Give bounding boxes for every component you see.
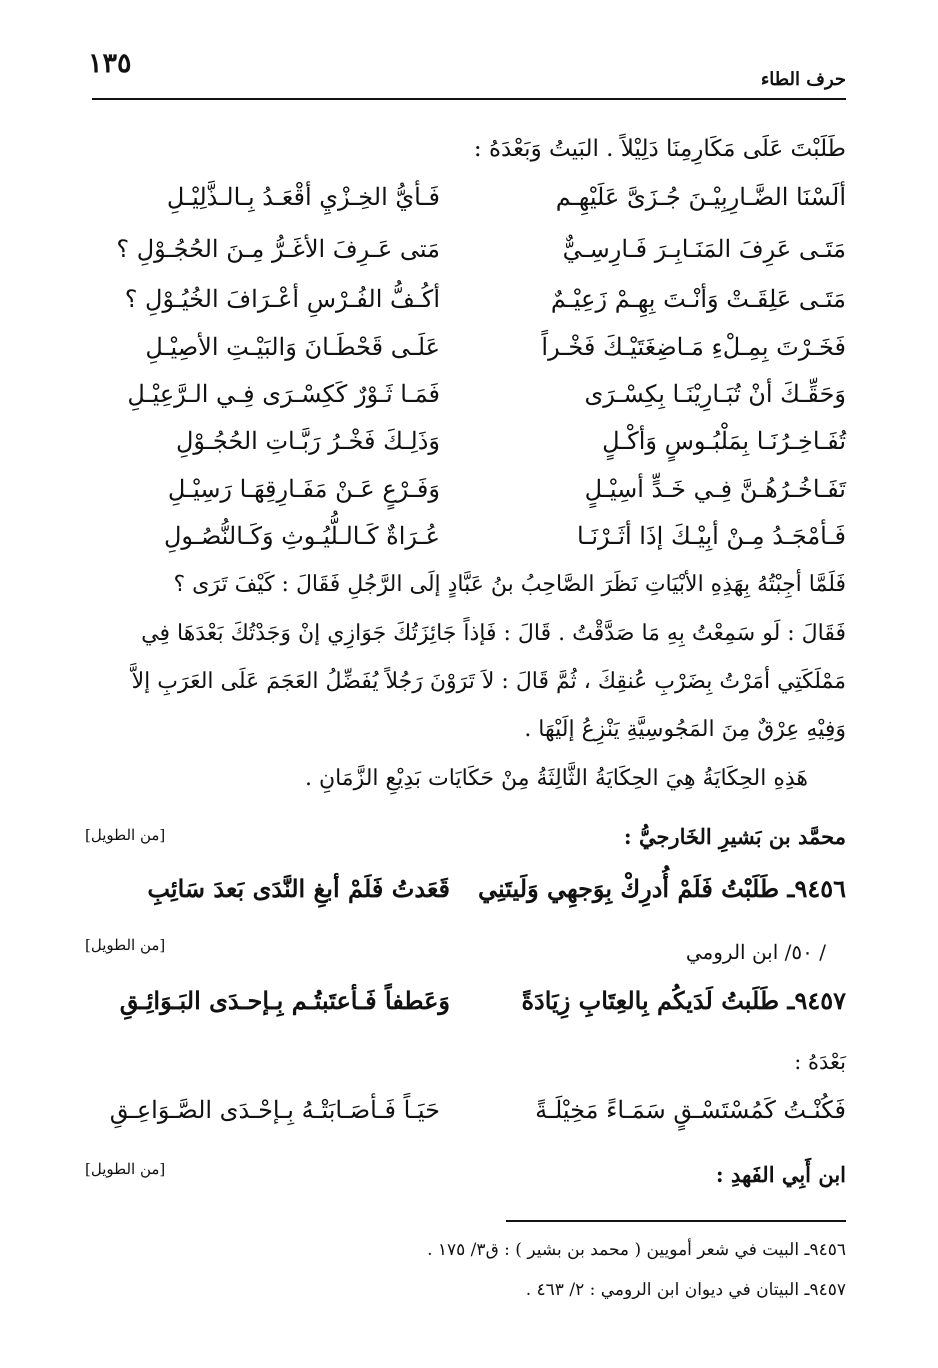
- poet-name: محمَّد بن بَشيرِ الخَارجيُّ :: [623, 824, 846, 849]
- verse-second-hemistich: مَتى عَـرِفَ الأغَـرُّ مِـنَ الحُجُـوْلِ ؟: [116, 235, 440, 263]
- verse-row: [92, 285, 846, 331]
- verse-second-hemistich: وَعَطفاً فَـأعتَبتُـم بِـإحـدَى البَـوَائِـقِ: [119, 986, 450, 1015]
- intro-line: طَلَبْتَ عَلَى مَكَارِمِنَا دَلِيْلاً . البَيتُ وَبَعْدَهُ :: [473, 136, 846, 162]
- verse-first-hemistich: فَـأمْجَـدُ مِـنْ أبِيْـكَ إذَا أثَـرْنَـا: [577, 522, 846, 550]
- verse-first-hemistich: فَكُنْـتُ كَمُسْتَسْـقٍ سَمَـاءً مَخِيْلَـةً: [535, 1096, 846, 1124]
- prose-line: مَمْلَكَتِي أمَرْتُ بِضَرْبِ عُنقِكَ ، ثُمَّ قَالَ : لاَ تَرَوْنَ رَجُلاً يُفَضِّلُ العَجَمَ عَلَى العَرَبِ إلاَّ: [131, 669, 846, 694]
- verse-row: [92, 427, 846, 473]
- verse-row: [92, 333, 846, 379]
- numbered-verse: [92, 874, 846, 918]
- verse-first-hemistich: وَحَقِّـكَ أنْ تُبَـارِيْنَـا بِكِسْـرَى: [584, 380, 846, 408]
- after-label: بَعْدَهُ :: [794, 1050, 846, 1074]
- verse-second-hemistich: حَيَـاً فَـأصَـابَتْـهُ بِـإحْـدَى الصَّـوَاعِـقِ: [109, 1096, 440, 1124]
- footnote-rule: [506, 1220, 846, 1222]
- poet-name: ابن أَبِي الفَهدِ :: [715, 1162, 846, 1187]
- meter-label: [من الطويل]: [85, 936, 166, 954]
- verse-second-hemistich: أكُـفُّ الفُـرْسِ أعْـرَافَ الخُيُـوْلِ ؟: [124, 285, 440, 313]
- verse-second-hemistich: عُـرَاةٌ كَـالـلُّيُـوثِ وَكَـالنُّصُـولِ: [163, 522, 440, 550]
- verse-first-hemistich: ٩٤٥٧ـ طَلَبتُ لَدَيكُم بِالعِتَابِ زِيَادَةً: [521, 986, 846, 1015]
- verse-second-hemistich: عَلَـى قَحْطَـانَ وَالبَيْـتِ الأصِيْـلِ: [145, 333, 440, 361]
- verse-first-hemistich: مَتَـى عَلِقَـتْ وَأنْـتَ بِهِـمْ زَعِيْـمٌ: [550, 285, 846, 313]
- verse-row: [92, 522, 846, 568]
- verse-row: [92, 1096, 846, 1142]
- verse-second-hemistich: فَـأيُّ الخِـزْيِ أقْعَـدُ بِـالـذَّلِيْـلِ: [166, 183, 440, 211]
- closing-line: هَذِهِ الحِكَايَةُ هِيَ الحِكَايَةُ الثَّالِثَةُ مِنْ حَكَايَات بَدِيْعِ الزَّمَانِ .: [304, 766, 808, 791]
- verse-row: [92, 380, 846, 426]
- verse-second-hemistich: فَمَـا ثَـوْرٌ كَكِسْـرَى فِـي الـرَّعِيْـلِ: [127, 380, 440, 408]
- verse-first-hemistich: تُفَـاخِـرُنَـا بِمَلْبُـوسٍ وَأكْـلٍ: [602, 427, 846, 455]
- footnote: ٩٤٥٧ـ البيتان في ديوان ابن الرومي : ٢/ ٤٦٣ .: [525, 1280, 846, 1300]
- meter-label: [من الطويل]: [85, 1160, 166, 1178]
- running-head: حرف الطاء: [760, 69, 846, 90]
- source-reference: / ٥٠/ ابن الرومي: [685, 940, 826, 964]
- verse-second-hemistich: وَذَلِـكَ فَخْـرُ رَبَّـاتِ الحُجُـوْلِ: [175, 427, 440, 455]
- prose-line: فَقَالَ : لَو سَمِعْتُ بِهِ مَا صَدَّقْتُ . قَالَ : فَإذاً جَائِزَتُكَ جَوَازِي إنْ وَجَدْتُكَ بَعْدَهَا فِي: [141, 621, 846, 646]
- numbered-verse: [92, 986, 846, 1030]
- verse-row: [92, 235, 846, 281]
- verse-row: [92, 475, 846, 521]
- verse-second-hemistich: وَفَـرْعٍ عَـنْ مَفَـارِقِهَـا رَسِيْـلِ: [167, 475, 440, 503]
- verse-second-hemistich: قَعَدتُ فَلَمْ أبغِ النَّدَى بَعدَ سَائِبِ: [147, 874, 450, 903]
- verse-first-hemistich: مَتَـى عَرِفَ المَنَـابِـرَ فَـارِسِـيٌّ: [562, 235, 846, 263]
- page-number: ١٣٥: [88, 48, 132, 79]
- prose-line: فَلَمَّا أجِبْتُهُ بِهَذِهِ الأبْيَاتِ نَظَرَ الصَّاحِبُ بنُ عَبَّادٍ إلَى الرَّجُلِ فَقَالَ : كَيْفَ تَرَى ؟: [173, 572, 846, 597]
- verse-first-hemistich: فَخَـرْتَ بِمِـلْءِ مَـاضِغَتَيْـكَ فَخْـراً: [541, 333, 846, 361]
- prose-line: وَفِيْهِ عِرْقٌ مِنَ المَجُوسِيَّةِ يَنْزِعُ إلَيْهَا .: [524, 717, 846, 742]
- verse-first-hemistich: تَفَـاخُـرُهُـنَّ فِـي خَـدٍّ أسِيْـلٍ: [584, 475, 846, 503]
- verse-first-hemistich: ألَسْنَا الضَّـارِبِيْـنَ جُـزَىَّ عَلَيْهِـم: [555, 183, 846, 211]
- verse-row: [92, 183, 846, 229]
- header-rule: [92, 98, 846, 100]
- footnote: ٩٤٥٦ـ البيت في شعر أمويين ( محمد بن بشير ) : ق٣/ ١٧٥ .: [427, 1240, 846, 1260]
- verse-first-hemistich: ٩٤٥٦ـ طَلَبْتُ فَلَمْ أُدرِكْ بِوَجهِي وَلَيتَنِي: [478, 874, 846, 903]
- meter-label: [من الطويل]: [85, 826, 166, 844]
